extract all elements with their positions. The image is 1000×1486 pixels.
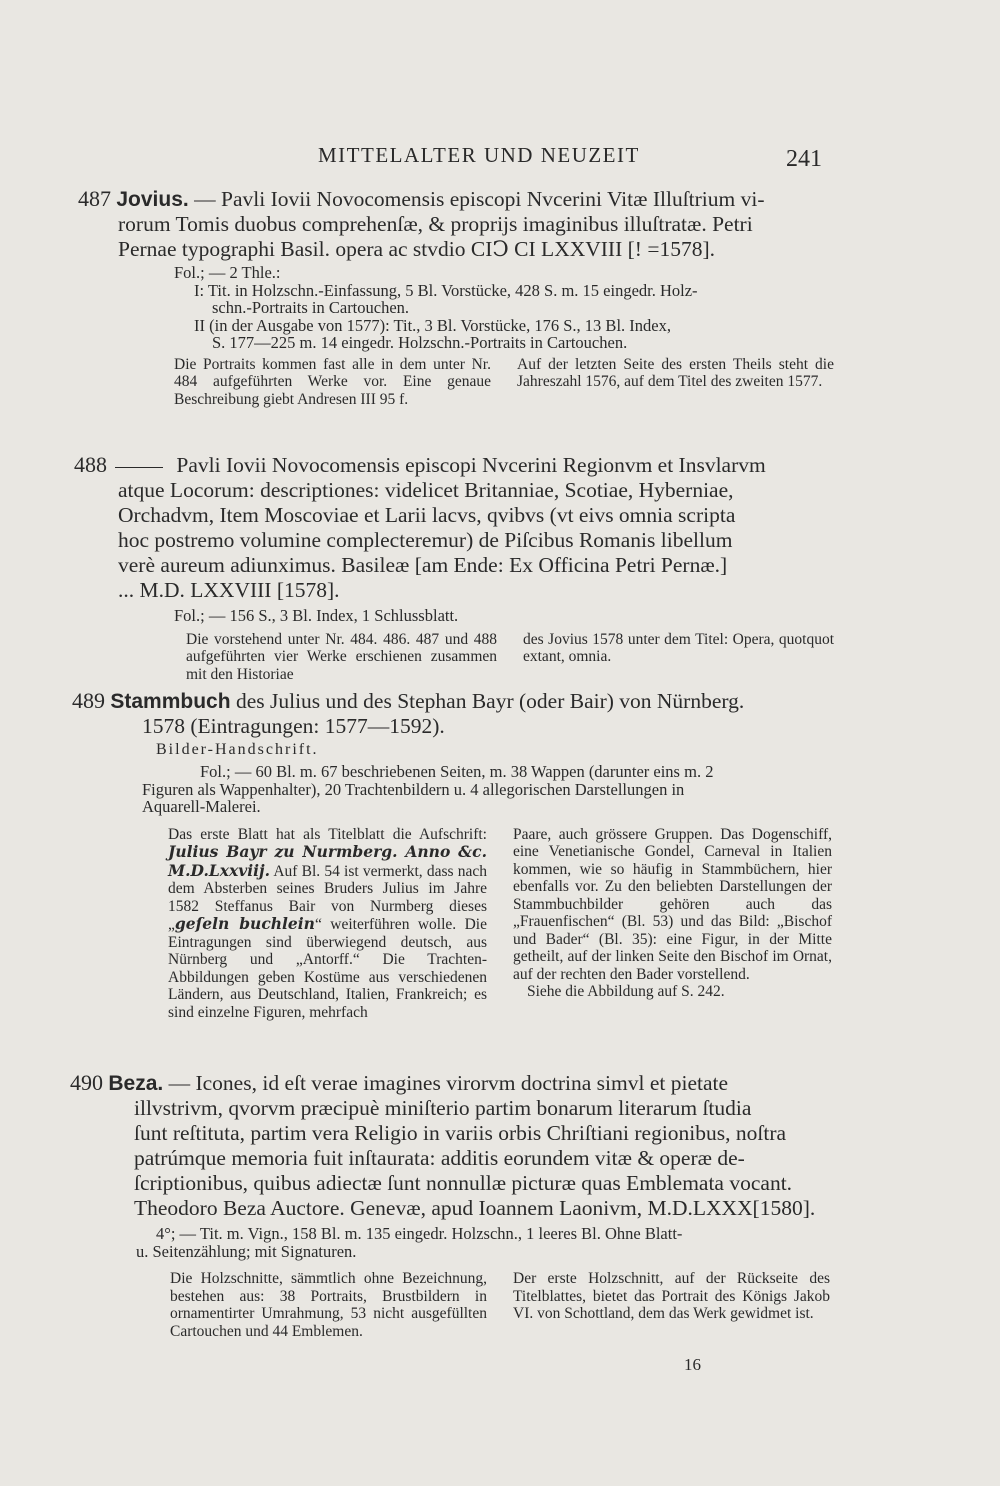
entry-title bbox=[74, 452, 844, 603]
entry-489 bbox=[72, 688, 842, 1021]
collation bbox=[74, 607, 844, 625]
title-line: Pavli Iovii Novocomensis episcopi Nvcerini Regionvm et Insvlarvm bbox=[176, 453, 766, 477]
entry-title bbox=[78, 186, 838, 262]
note-text: Paare, auch grössere Gruppen. Das Dogenschiff, eine Venetianische Gondel, Carneval in Italien kommen, wie so häufig in Stammbüchern, hier ebenfalls vor. Zu den beliebten Darstellungen der Stammbuchbilder gehören auch das „Frauenfischen“ (Bl. 53) und das Bild: „Bischof und Bader“ (Bl. 35): eine Figur, in der Mitte getheilt, auf der linken Seite den Bischof im Ornat, auf der rechten den Bader vorstellend. bbox=[513, 825, 832, 983]
collation-line: schn.-Portraits in Cartouchen. bbox=[212, 298, 410, 317]
note-right: des Jovius 1578 unter dem Titel: Opera, quotquot extant, omnia. bbox=[523, 630, 834, 665]
notes bbox=[186, 631, 834, 684]
page-number: 241 bbox=[786, 146, 822, 172]
title-line: Theodoro Beza Auctore. Genevæ, apud Ioannem Laonivm, M.D.LXXX[1580]. bbox=[134, 1196, 816, 1220]
collation-line: Fol.; — 2 Thle.: bbox=[174, 263, 281, 282]
collation-line: S. 177—225 m. 14 eingedr. Holzschn.-Portraits in Cartouchen. bbox=[212, 333, 628, 352]
collation-line: Aquarell-Malerei. bbox=[142, 797, 261, 816]
title-line: des Julius und des Stephan Bayr (oder Bair) von Nürnberg. bbox=[235, 689, 745, 713]
entry-number: 488 bbox=[74, 452, 107, 477]
note-left bbox=[168, 826, 487, 1022]
note-right: Auf der letzten Seite des ersten Theils steht die Jahreszahl 1576, auf dem Titel des zweiten 1577. bbox=[517, 355, 834, 390]
collation-line: u. Seitenzählung; mit Signaturen. bbox=[136, 1241, 357, 1261]
note-right bbox=[513, 826, 832, 1022]
entry-number: 487 bbox=[78, 186, 111, 211]
note-text: Siehe die Abbildung auf S. 242. bbox=[527, 983, 725, 1000]
title-line: — Icones, id eſt verae imagines virorvm doctrina simvl et pietate bbox=[168, 1071, 729, 1095]
collation-line: Figuren als Wappenhalter), 20 Trachtenbildern u. 4 allegorischen Darstellungen in bbox=[142, 779, 685, 799]
title-line: — Pavli Iovii Novocomensis episcopi Nvcerini Vitæ Illuſtrium vi- bbox=[194, 187, 765, 211]
note-text: Auf Bl. 54 ist vermerkt, dass nach dem Absterben seines Bruders Julius im Jahre 1582 Steffanus Bair von Nurmberg dieses „ bbox=[168, 862, 487, 933]
signature-mark: 16 bbox=[684, 1355, 701, 1374]
manuscript-kind: Bilder-Handschrift. bbox=[156, 741, 319, 758]
collation bbox=[70, 1225, 840, 1260]
title-line: illvstrivm, qvorvm præcipuè miniſterio partim bonarum literarum ſtudia bbox=[134, 1096, 752, 1120]
entry-number: 489 bbox=[72, 688, 105, 713]
collation bbox=[72, 763, 842, 816]
entry-headword: Stammbuch bbox=[110, 690, 231, 713]
note-text: Das erste Blatt hat als Titelblatt die Aufschrift: bbox=[168, 825, 487, 843]
entry-headword: Jovius. bbox=[116, 188, 189, 211]
notes bbox=[174, 356, 834, 409]
title-line: hoc postremo volumine complecteremur) de Piſcibus Romanis libellum bbox=[118, 528, 733, 552]
note-left: Die Holzschnitte, sämmtlich ohne Bezeichnung, bestehen aus: 38 Portraits, Brustbildern in ornamentirter Umrahmung, 53 nicht ausgefüllten Cartouchen und 44 Emblemen. bbox=[170, 1270, 487, 1340]
entry-number: 490 bbox=[70, 1070, 103, 1095]
collation-line: I: Tit. in Holzschn.-Einfassung, 5 Bl. Vorstücke, 428 S. m. 15 eingedr. Holz- bbox=[194, 280, 698, 300]
title-line: ſcriptionibus, quibus adiectæ ſunt nonnullæ picturæ quas Emblemata vocant. bbox=[134, 1171, 793, 1195]
entry-490 bbox=[70, 1070, 840, 1340]
notes bbox=[170, 1270, 830, 1340]
collation-line: Fol.; — 156 S., 3 Bl. Index, 1 Schlussblatt. bbox=[174, 606, 459, 625]
collation-line: 4°; — Tit. m. Vign., 158 Bl. m. 135 eingedr. Holzschn., 1 leeres Bl. Ohne Blatt- bbox=[156, 1224, 683, 1243]
note-right: Der erste Holzschnitt, auf der Rückseite des Titelblattes, bietet das Portrait des Königs Jakob VI. von Schottland, dem das Werk gewidmet ist. bbox=[513, 1270, 830, 1322]
ditto-dash bbox=[115, 467, 163, 468]
title-line: Pernae typographi Basil. opera ac stvdio CIↃ CI LXXVIII [! =1578]. bbox=[118, 237, 715, 261]
entry-title bbox=[70, 1070, 840, 1221]
title-line: ... M.D. LXXVIII [1578]. bbox=[118, 578, 340, 602]
collation-line: Fol.; — 60 Bl. m. 67 beschriebenen Seiten, m. 38 Wappen (darunter eins m. 2 bbox=[200, 762, 714, 781]
title-line: rorum Tomis duobus comprehenſæ, & proprijs imaginibus illuſtratæ. Petri bbox=[118, 212, 753, 236]
note-left: Die Portraits kommen fast alle in dem unter Nr. 484 aufgeführten Werke vor. Eine genaue Beschreibung giebt Andresen III 95 f. bbox=[174, 355, 491, 408]
collation-line: II (in der Ausgabe von 1577): Tit., 3 Bl. Vorstücke, 176 S., 13 Bl. Index, bbox=[194, 315, 671, 335]
entry-headword: Beza. bbox=[108, 1072, 164, 1095]
title-line: 1578 (Eintragungen: 1577—1592). bbox=[142, 714, 445, 738]
notes bbox=[168, 826, 832, 1022]
title-line: patrúmque memoria fuit inſtaurata: additis eorundem vitæ & operæ de- bbox=[134, 1146, 745, 1170]
note-text: “ weiterführen wolle. Die Eintragungen sind überwiegend deutsch, aus Nürnberg und „Antorff.“ Die Trachten-Abbildungen geben Kostüme aus verschiedenen Ländern, aus Deutschland, Italien, Frankreich; es sind einzelne Figuren, mehrfach bbox=[168, 916, 487, 1021]
blackletter-phrase: geſeln buchlein bbox=[174, 914, 315, 933]
entry-487 bbox=[78, 186, 838, 408]
collation bbox=[78, 264, 838, 352]
entry-488 bbox=[74, 452, 844, 683]
entry-title bbox=[72, 688, 842, 739]
note-left: Die vorstehend unter Nr. 484. 486. 487 und 488 aufgeführten vier Werke erschienen zusammen mit den Historiae bbox=[186, 630, 497, 683]
title-line: Orchadvm, Item Moscoviae et Larii lacvs, qvibvs (vt eivs omnia scripta bbox=[118, 503, 736, 527]
title-line: verè aureum adiunximus. Basileæ [am Ende: Ex Officina Petri Pernæ.] bbox=[118, 553, 728, 577]
title-line: ſunt reſtituta, partim vera Religio in variis orbis Chriſtiani regionibus, noſtra bbox=[134, 1121, 787, 1145]
blackletter-inscription: Julius Bayr zu Nurmberg. Anno &c. M.D.Lxxviij. bbox=[168, 842, 487, 880]
title-line: atque Locorum: descriptiones: videlicet Britanniae, Scotiae, Hyberniae, bbox=[118, 478, 734, 502]
running-head: MITTELALTER UND NEUZEIT bbox=[318, 143, 640, 167]
